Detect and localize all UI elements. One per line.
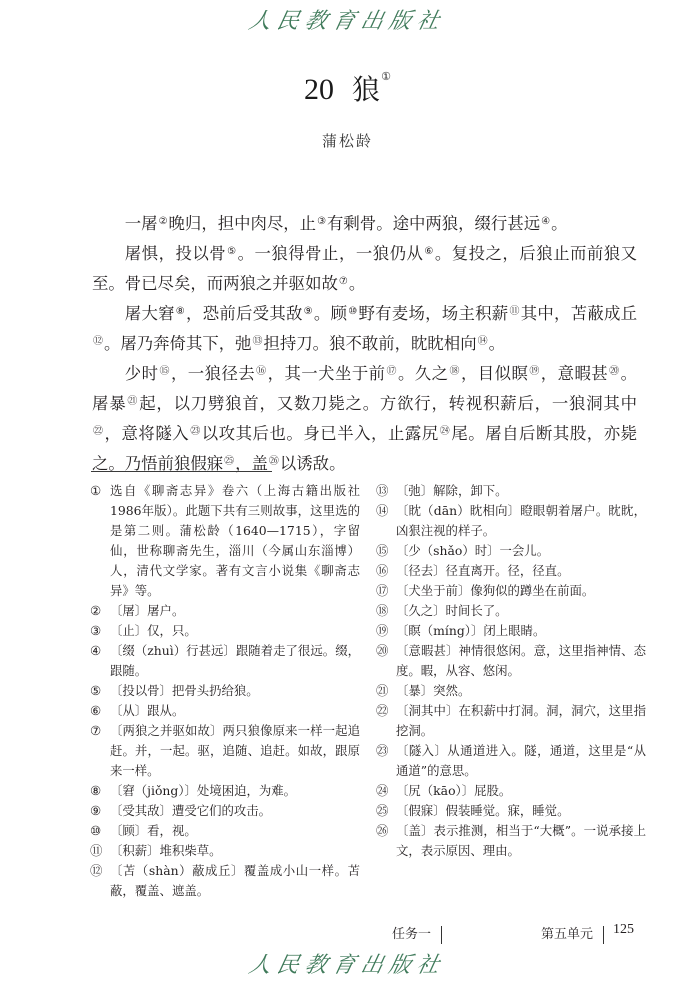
text-segment: 起，以刀劈狼首，又数刀毙之。方欲行，转视积薪后，一狼洞其中 bbox=[139, 394, 638, 413]
publisher-watermark-bottom: 人民教育出版社 bbox=[246, 953, 448, 978]
text-segment: 担持刀。狼不敢前，眈眈相向 bbox=[263, 334, 477, 353]
footnote-number: ⑳ bbox=[376, 643, 389, 658]
footnote-number: ㉓ bbox=[376, 743, 389, 758]
footnote-marker[interactable]: ⑱ bbox=[449, 366, 460, 377]
text-segment: 野有麦场，场主积薪 bbox=[358, 304, 509, 323]
text-segment: ，一狼径去 bbox=[170, 364, 256, 383]
footnote-number: ① bbox=[90, 483, 102, 498]
footnote-text: 〔尻（kāo）〕屁股。 bbox=[396, 783, 512, 798]
footnote-item bbox=[90, 721, 360, 781]
footnote-marker[interactable]: ㉑ bbox=[127, 396, 139, 407]
publisher-watermark-top: 人民教育出版社 bbox=[246, 9, 448, 34]
text-segment: 。屠暴 bbox=[92, 364, 637, 413]
text-segment: 有剩骨。途中两狼，缀行甚远 bbox=[327, 214, 541, 233]
paragraph bbox=[92, 359, 637, 479]
footnote-item bbox=[376, 821, 646, 861]
footnote-marker[interactable]: ⑨ bbox=[303, 306, 313, 317]
footnote-text: 〔洞其中〕在积薪中打洞。洞，洞穴，这里指挖洞。 bbox=[396, 703, 646, 738]
text-segment: 。 bbox=[488, 334, 505, 353]
text-segment: 。 bbox=[551, 214, 568, 233]
footnote-marker[interactable]: ⑩ bbox=[348, 306, 358, 317]
footnote-item bbox=[376, 481, 646, 501]
footnote-number: ② bbox=[90, 603, 102, 618]
footnote-text: 〔顾〕看，视。 bbox=[110, 823, 197, 838]
footnote-text: 〔从〕跟从。 bbox=[110, 703, 185, 718]
footnote-item bbox=[90, 701, 360, 721]
text-segment: 以攻其后也。身已半入，止露尻 bbox=[201, 424, 439, 443]
footnote-marker[interactable]: ⑤ bbox=[227, 246, 237, 257]
footnote-item bbox=[376, 501, 646, 541]
footnote-marker[interactable]: ⑳ bbox=[609, 366, 620, 377]
text-segment: 尾。屠自后断其股，亦毙之。乃悟前狼假寐 bbox=[92, 424, 638, 473]
footnote-text: 〔盖〕表示推测，相当于“大概”。一说承接上文，表示原因、理由。 bbox=[396, 823, 646, 858]
text-segment: 。一狼得骨止，一狼仍从 bbox=[237, 244, 424, 263]
footnote-text: 〔隧入〕从通道进入。隧，通道，这里是“从通道”的意思。 bbox=[396, 743, 646, 778]
text-segment: 屠惧，投以骨 bbox=[124, 244, 227, 263]
footnote-text: 〔屠〕屠户。 bbox=[110, 603, 185, 618]
footnote-marker[interactable]: ④ bbox=[541, 216, 551, 227]
text-segment: 少时 bbox=[124, 364, 159, 383]
footnote-number: ⑥ bbox=[90, 703, 102, 718]
text-segment: 其中，苫蔽成丘 bbox=[520, 304, 638, 323]
text-segment: 。复投之，后狼止而前狼又至。骨已尽矣，而两狼之并驱如故 bbox=[92, 244, 638, 293]
footnote-text: 〔少（shǎo）时〕一会儿。 bbox=[396, 543, 550, 558]
paragraph bbox=[92, 299, 637, 359]
footnote-marker[interactable]: ⑬ bbox=[252, 336, 263, 347]
text-segment: 以诱敌。 bbox=[279, 454, 346, 473]
footer-unit bbox=[541, 923, 604, 944]
footnote-item bbox=[376, 741, 646, 781]
footnote-number: ③ bbox=[90, 623, 102, 638]
lesson-number: 20 bbox=[304, 73, 335, 106]
footnote-text: 〔止〕仅，只。 bbox=[110, 623, 197, 638]
footnote-item bbox=[90, 801, 360, 821]
footnote-item bbox=[376, 681, 646, 701]
footnote-text: 〔弛〕解除，卸下。 bbox=[396, 483, 508, 498]
footnote-marker[interactable]: ② bbox=[158, 216, 168, 227]
footnote-marker[interactable]: ③ bbox=[317, 216, 327, 227]
footnote-item bbox=[90, 601, 360, 621]
footnote-number: ⑨ bbox=[90, 803, 102, 818]
lesson-title-text: 狼 bbox=[352, 73, 381, 106]
footnote-number: ㉕ bbox=[376, 803, 389, 818]
footnote-divider bbox=[91, 471, 272, 472]
footnote-item bbox=[376, 801, 646, 821]
footnote-text: 〔意暇甚〕神情很悠闲。意，这里指神情、态度。暇，从容、悠闲。 bbox=[396, 643, 646, 678]
footnote-item bbox=[376, 601, 646, 621]
text-segment: 晚归，担中肉尽，止 bbox=[168, 214, 317, 233]
footnote-number: ⑤ bbox=[90, 683, 102, 698]
footnote-text: 〔犬坐于前〕像狗似的蹲坐在前面。 bbox=[396, 583, 595, 598]
footnote-item bbox=[90, 781, 360, 801]
footnote-marker[interactable]: ⑥ bbox=[424, 246, 434, 257]
footnote-number: ④ bbox=[90, 643, 102, 658]
author-name: 蒲松龄 bbox=[321, 132, 373, 150]
text-segment: ，意暇甚 bbox=[540, 364, 609, 383]
footnote-number: ㉒ bbox=[376, 703, 389, 718]
footnote-marker[interactable]: ㉒ bbox=[93, 426, 104, 437]
footnote-text: 〔径去〕径直离开。径，径直。 bbox=[396, 563, 570, 578]
footnote-item bbox=[376, 561, 646, 581]
footer-unit-label: 第五单元 bbox=[541, 927, 594, 942]
text-segment: ，其一犬坐于前 bbox=[267, 364, 386, 383]
footnote-item bbox=[90, 641, 360, 681]
footnotes-right-column bbox=[376, 481, 646, 861]
footnote-text: 〔苫（shàn）蔽成丘〕覆盖成小山一样。苫蔽，覆盖、遮盖。 bbox=[110, 863, 360, 898]
title-footnote-marker[interactable]: ① bbox=[381, 70, 391, 83]
footnote-marker[interactable]: ⑦ bbox=[338, 276, 348, 287]
text-segment: ，意将隧入 bbox=[104, 424, 190, 443]
main-text bbox=[92, 209, 637, 479]
footnote-number: ㉔ bbox=[376, 783, 389, 798]
footnote-marker[interactable]: ⑰ bbox=[386, 366, 397, 377]
footnote-number: ⑧ bbox=[90, 783, 102, 798]
footnote-marker[interactable]: ⑲ bbox=[529, 366, 540, 377]
footnote-number: ⑪ bbox=[90, 843, 103, 858]
footnote-item bbox=[90, 481, 360, 601]
footnote-text: 〔缀（zhuì）行甚远〕跟随着走了很远。缀，跟随。 bbox=[110, 643, 360, 678]
footnote-number: ⑬ bbox=[376, 483, 389, 498]
text-segment: ，恐前后受其敌 bbox=[186, 304, 303, 323]
footnote-item bbox=[90, 681, 360, 701]
text-segment: 。 bbox=[348, 274, 366, 293]
footnote-number: ⑱ bbox=[376, 603, 389, 618]
footnote-marker[interactable]: ㉕ bbox=[224, 456, 235, 467]
footnote-number: ⑭ bbox=[376, 503, 389, 518]
footnote-item bbox=[376, 641, 646, 681]
footnote-item bbox=[376, 701, 646, 741]
lesson-title bbox=[0, 68, 695, 108]
text-segment: 一屠 bbox=[124, 214, 158, 233]
footnote-number: ⑫ bbox=[90, 863, 103, 878]
footnote-marker[interactable]: ⑯ bbox=[256, 366, 267, 377]
footnote-text: 〔受其敌〕遭受它们的攻击。 bbox=[110, 803, 272, 818]
footer-task bbox=[392, 923, 442, 944]
footnotes-left-column bbox=[90, 481, 360, 901]
paragraph bbox=[92, 239, 637, 299]
footnote-number: ⑲ bbox=[376, 623, 389, 638]
footnote-text: 选自《聊斋志异》卷六（上海古籍出版社1986年版）。此题下共有三则故事，这里选的是第二则。蒲松龄（1640—1715），字留仙，世称聊斋先生，淄川（今属山东淄博）人，清代文学家。著有文言小说集《聊斋志异》等。 bbox=[110, 483, 360, 598]
text-segment: 。顾 bbox=[313, 304, 348, 323]
footnote-text: 〔假寐〕假装睡觉。寐，睡觉。 bbox=[396, 803, 570, 818]
footnote-number: ㉖ bbox=[376, 823, 389, 838]
footnote-marker[interactable]: ⑫ bbox=[93, 336, 103, 347]
footnote-number: ⑦ bbox=[90, 723, 102, 738]
footnote-text: 〔积薪〕堆积柴草。 bbox=[110, 843, 222, 858]
page-number: 125 bbox=[613, 922, 634, 937]
footnote-item bbox=[376, 581, 646, 601]
footnote-number: ㉑ bbox=[376, 683, 389, 698]
footnote-text: 〔久之〕时间长了。 bbox=[396, 603, 508, 618]
footnote-number: ⑮ bbox=[376, 543, 389, 558]
footer-separator bbox=[603, 926, 604, 944]
footnote-text: 〔窘（jiǒng）〕处境困迫，为难。 bbox=[110, 783, 297, 798]
footnote-text: 〔瞑（míng）〕闭上眼睛。 bbox=[396, 623, 546, 638]
footnote-text: 〔眈（dān）眈相向〕瞪眼朝着屠户。眈眈，凶狠注视的样子。 bbox=[396, 503, 646, 538]
text-segment: 。屠乃奔倚其下，弛 bbox=[104, 334, 252, 353]
text-segment: ，目似瞑 bbox=[460, 364, 529, 383]
footnote-marker[interactable]: ⑭ bbox=[477, 336, 488, 347]
footnote-item bbox=[90, 861, 360, 901]
footnote-marker[interactable]: ㉔ bbox=[439, 426, 451, 437]
footer-separator bbox=[441, 926, 442, 944]
footnote-marker[interactable]: ⑮ bbox=[159, 366, 170, 377]
footnote-text: 〔暴〕突然。 bbox=[396, 683, 471, 698]
footnote-number: ⑰ bbox=[376, 583, 389, 598]
footnote-item bbox=[376, 621, 646, 641]
footnote-item bbox=[376, 781, 646, 801]
footnote-text: 〔两狼之并驱如故〕两只狼像原来一样一起追赶。并，一起。驱，追随、追赶。如故，跟原来一样。 bbox=[110, 723, 360, 778]
footnote-item bbox=[90, 841, 360, 861]
footnote-number: ⑩ bbox=[90, 823, 102, 838]
text-segment: ，盖 bbox=[235, 454, 268, 473]
footnote-number: ⑯ bbox=[376, 563, 389, 578]
text-segment: 屠大窘 bbox=[124, 304, 175, 323]
footnote-text: 〔投以骨〕把骨头扔给狼。 bbox=[110, 683, 259, 698]
text-segment: 。久之 bbox=[397, 364, 449, 383]
footnote-marker[interactable]: ⑪ bbox=[509, 306, 520, 317]
footnote-marker[interactable]: ㉓ bbox=[190, 426, 201, 437]
paragraph bbox=[92, 209, 637, 239]
footnote-marker[interactable]: ㉖ bbox=[268, 456, 279, 467]
footnote-marker[interactable]: ⑧ bbox=[175, 306, 186, 317]
footnote-item bbox=[90, 821, 360, 841]
footnote-item bbox=[376, 541, 646, 561]
footnote-item bbox=[90, 621, 360, 641]
footer-task-label: 任务一 bbox=[392, 927, 432, 942]
